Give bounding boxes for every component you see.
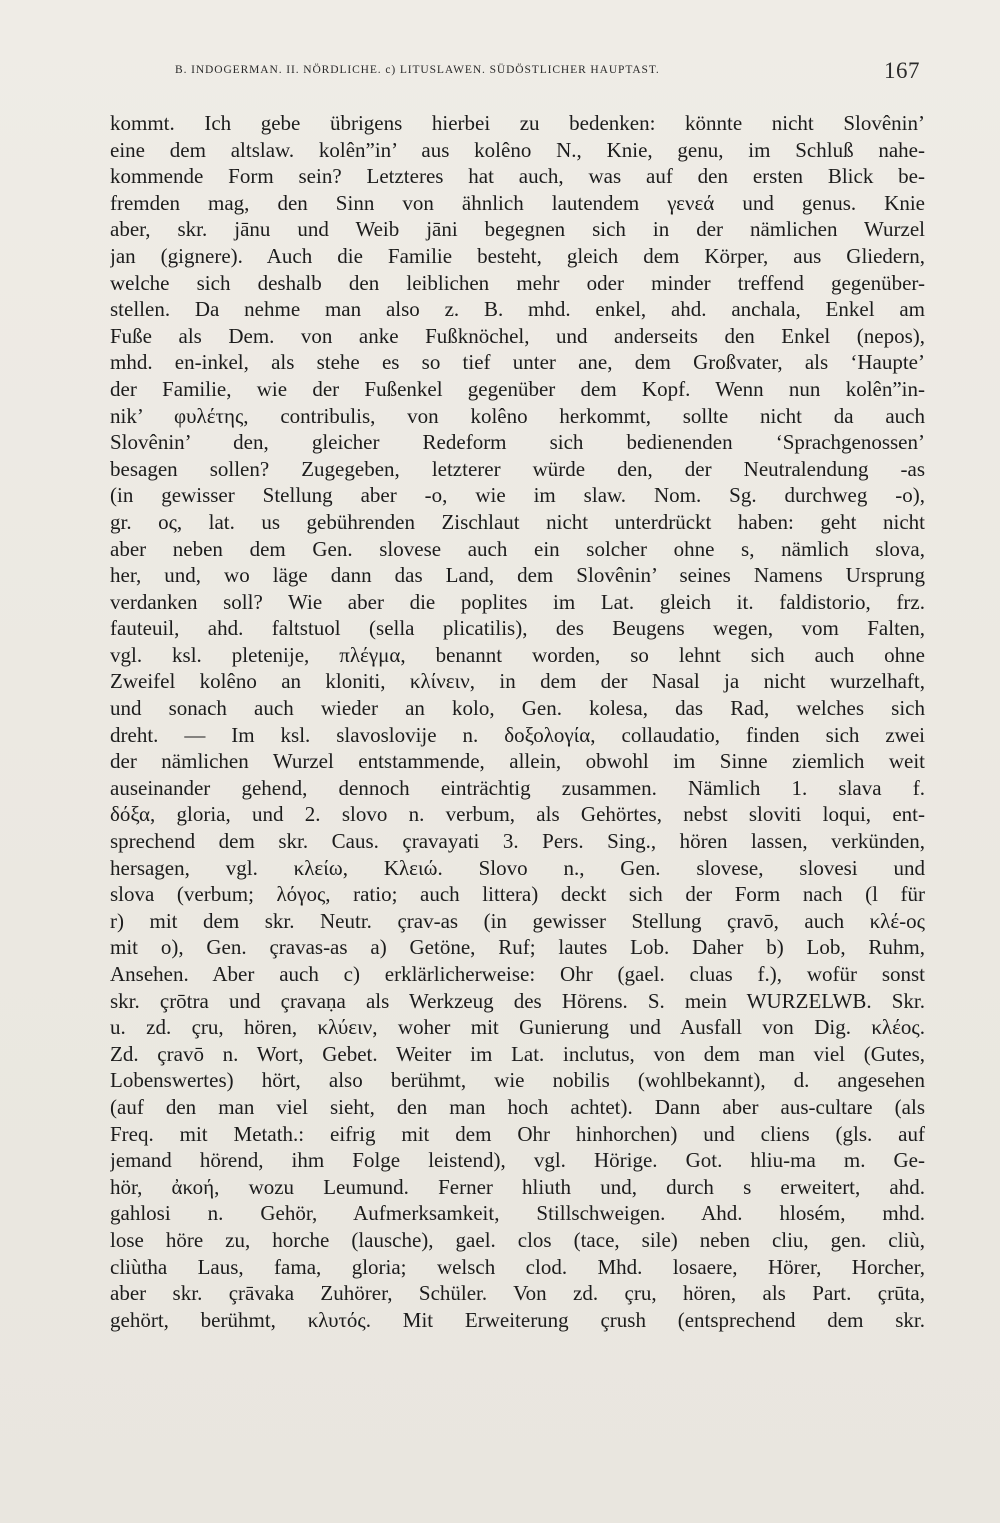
text-line: δόξα, gloria, und 2. slovo n. verbum, als Gehörtes, nebst sloviti loqui, ent-: [110, 802, 925, 827]
text-line: kommende Form sein? Letzteres hat auch, was auf den ersten Blick be-: [110, 164, 925, 189]
text-line: Ansehen. Aber auch c) erklärlicherweise: Ohr (gael. cluas f.), wofür sonst: [110, 962, 925, 986]
text-line: Zd. çravō n. Wort, Gebet. Weiter im Lat. inclutus, von dem man viel (Gutes,: [110, 1041, 925, 1066]
text-line: der nämlichen Wurzel entstammende, allein, obwohl im Sinne ziemlich weit: [110, 749, 925, 774]
text-line: skr. çrōtra und çravaṇa als Werkzeug des Hörens. S. mein WURZELWB. Skr.: [110, 988, 925, 1013]
text-line: mhd. en-inkel, als stehe es so tief unter ane, dem Großvater, als ‘Haupte’: [110, 350, 925, 375]
text-line: hör, ἀκοή, wozu Leumund. Ferner hliuth und, durch s erweitert, ahd.: [110, 1174, 925, 1199]
text-line: u. zd. çru, hören, κλύειν, woher mit Gunierung und Ausfall von Dig. κλέος.: [110, 1015, 925, 1040]
text-line: besagen sollen? Zugegeben, letzterer würde den, der Neutralendung -as: [110, 456, 925, 481]
text-line: dreht. — Im ksl. slavoslovije n. δοξολογία, collaudatio, finden sich zwei: [110, 722, 925, 747]
text-line: der Familie, wie der Fußenkel gegenüber dem Kopf. Wenn nun kolên”in-: [110, 376, 925, 401]
text-line: slova (verbum; λόγος, ratio; auch littera) deckt sich der Form nach (l für: [110, 882, 925, 907]
body-text: [110, 110, 925, 1333]
text-line: stellen. Da nehme man also z. B. mhd. enkel, ahd. anchala, Enkel am: [110, 297, 925, 322]
page-number: 167: [884, 58, 920, 83]
text-line: und sonach auch wieder an kolo, Gen. kolesa, das Rad, welches sich: [110, 696, 925, 721]
text-line: kommt. Ich gebe übrigens hierbei zu bedenken: könnte nicht Slovênin’: [110, 111, 925, 135]
text-line: Fuße als Dem. von anke Fußknöchel, und anderseits den Enkel (nepos),: [110, 323, 925, 348]
text-line: eine dem altslaw. kolên”in’ aus kolêno N., Knie, genu, im Schluß nahe-: [110, 137, 925, 162]
text-line: fauteuil, ahd. faltstuol (sella plicatilis), des Beugens wegen, vom Falten,: [110, 616, 925, 641]
text-line: gehört, berühmt, κλυτός. Mit Erweiterung çrush (entsprechend dem skr.: [110, 1307, 925, 1332]
text-line: aber skr. çrāvaka Zuhörer, Schüler. Von zd. çru, hören, als Part. çrūta,: [110, 1281, 925, 1306]
text-line: r) mit dem skr. Neutr. çrav-as (in gewisser Stellung çravō, auch κλέ-ος: [110, 908, 925, 933]
text-line: her, und, wo läge dann das Land, dem Slovênin’ seines Namens Ursprung: [110, 563, 925, 588]
text-line: gr. ος, lat. us gebührenden Zischlaut nicht unterdrückt haben: geht nicht: [110, 509, 925, 534]
text-line: sprechend dem skr. Caus. çravayati 3. Pers. Sing., hören lassen, verkünden,: [110, 829, 925, 854]
text-line: vgl. ksl. pletenije, πλέγμα, benannt worden, so lehnt sich auch ohne: [110, 642, 925, 667]
text-line: cliùtha Laus, fama, gloria; welsch clod. Mhd. losaere, Hörer, Horcher,: [110, 1254, 925, 1279]
running-head: B. INDOGERMAN. II. NÖRDLICHE. c) LITUSLAWEN. SÜDÖSTLICHER HAUPTAST.: [175, 64, 660, 76]
text-line: verdanken soll? Wie aber die poplites im Lat. gleich it. faldistorio, frz.: [110, 589, 925, 614]
text-line: Freq. mit Metath.: eifrig mit dem Ohr hinhorchen) und cliens (gls. auf: [110, 1121, 925, 1146]
text-line: hersagen, vgl. κλείω, Κλειώ. Slovo n., Gen. slovese, slovesi und: [110, 855, 925, 880]
text-line: aber neben dem Gen. slovese auch ein solcher ohne s, nämlich slova,: [110, 536, 925, 561]
text-line: jemand hörend, ihm Folge leistend), vgl. Hörige. Got. hliu-ma m. Ge-: [110, 1148, 925, 1173]
text-line: welche sich deshalb den leiblichen mehr oder minder treffend gegenüber-: [110, 270, 925, 295]
text-line: (auf den man viel sieht, den man hoch achtet). Dann aber aus-cultare (als: [110, 1094, 925, 1119]
text-line: (in gewisser Stellung aber -o, wie im slaw. Nom. Sg. durchweg -o),: [110, 483, 925, 508]
text-line: Zweifel kolêno an kloniti, κλίνειν, in dem der Nasal ja nicht wurzelhaft,: [110, 669, 925, 694]
text-line: auseinander gehend, dennoch einträchtig zusammen. Nämlich 1. slava f.: [110, 775, 925, 800]
page-header: [175, 58, 920, 88]
text-line: fremden mag, den Sinn von ähnlich lautendem γενεά und genus. Knie: [110, 190, 925, 215]
text-line: nik’ φυλέτης, contribulis, von kolêno herkommt, sollte nicht da auch: [110, 403, 925, 428]
text-line: jan (gignere). Auch die Familie besteht, gleich dem Körper, aus Gliedern,: [110, 243, 925, 268]
text-line: Slovênin’ den, gleicher Redeform sich bedienenden ‘Sprachgenossen’: [110, 430, 925, 455]
text-line: Lobenswertes) hört, also berühmt, wie nobilis (wohlbekannt), d. angesehen: [110, 1068, 925, 1093]
text-line: aber, skr. jānu und Weib jāni begegnen sich in der nämlichen Wurzel: [110, 217, 925, 242]
text-line: lose höre zu, horche (lausche), gael. clos (tace, sile) neben cliu, gen. cliù,: [110, 1227, 925, 1252]
text-line: mit o), Gen. çravas-as a) Getöne, Ruf; lautes Lob. Daher b) Lob, Ruhm,: [110, 935, 925, 960]
text-line: gahlosi n. Gehör, Aufmerksamkeit, Stillschweigen. Ahd. hlosém, mhd.: [110, 1201, 925, 1226]
